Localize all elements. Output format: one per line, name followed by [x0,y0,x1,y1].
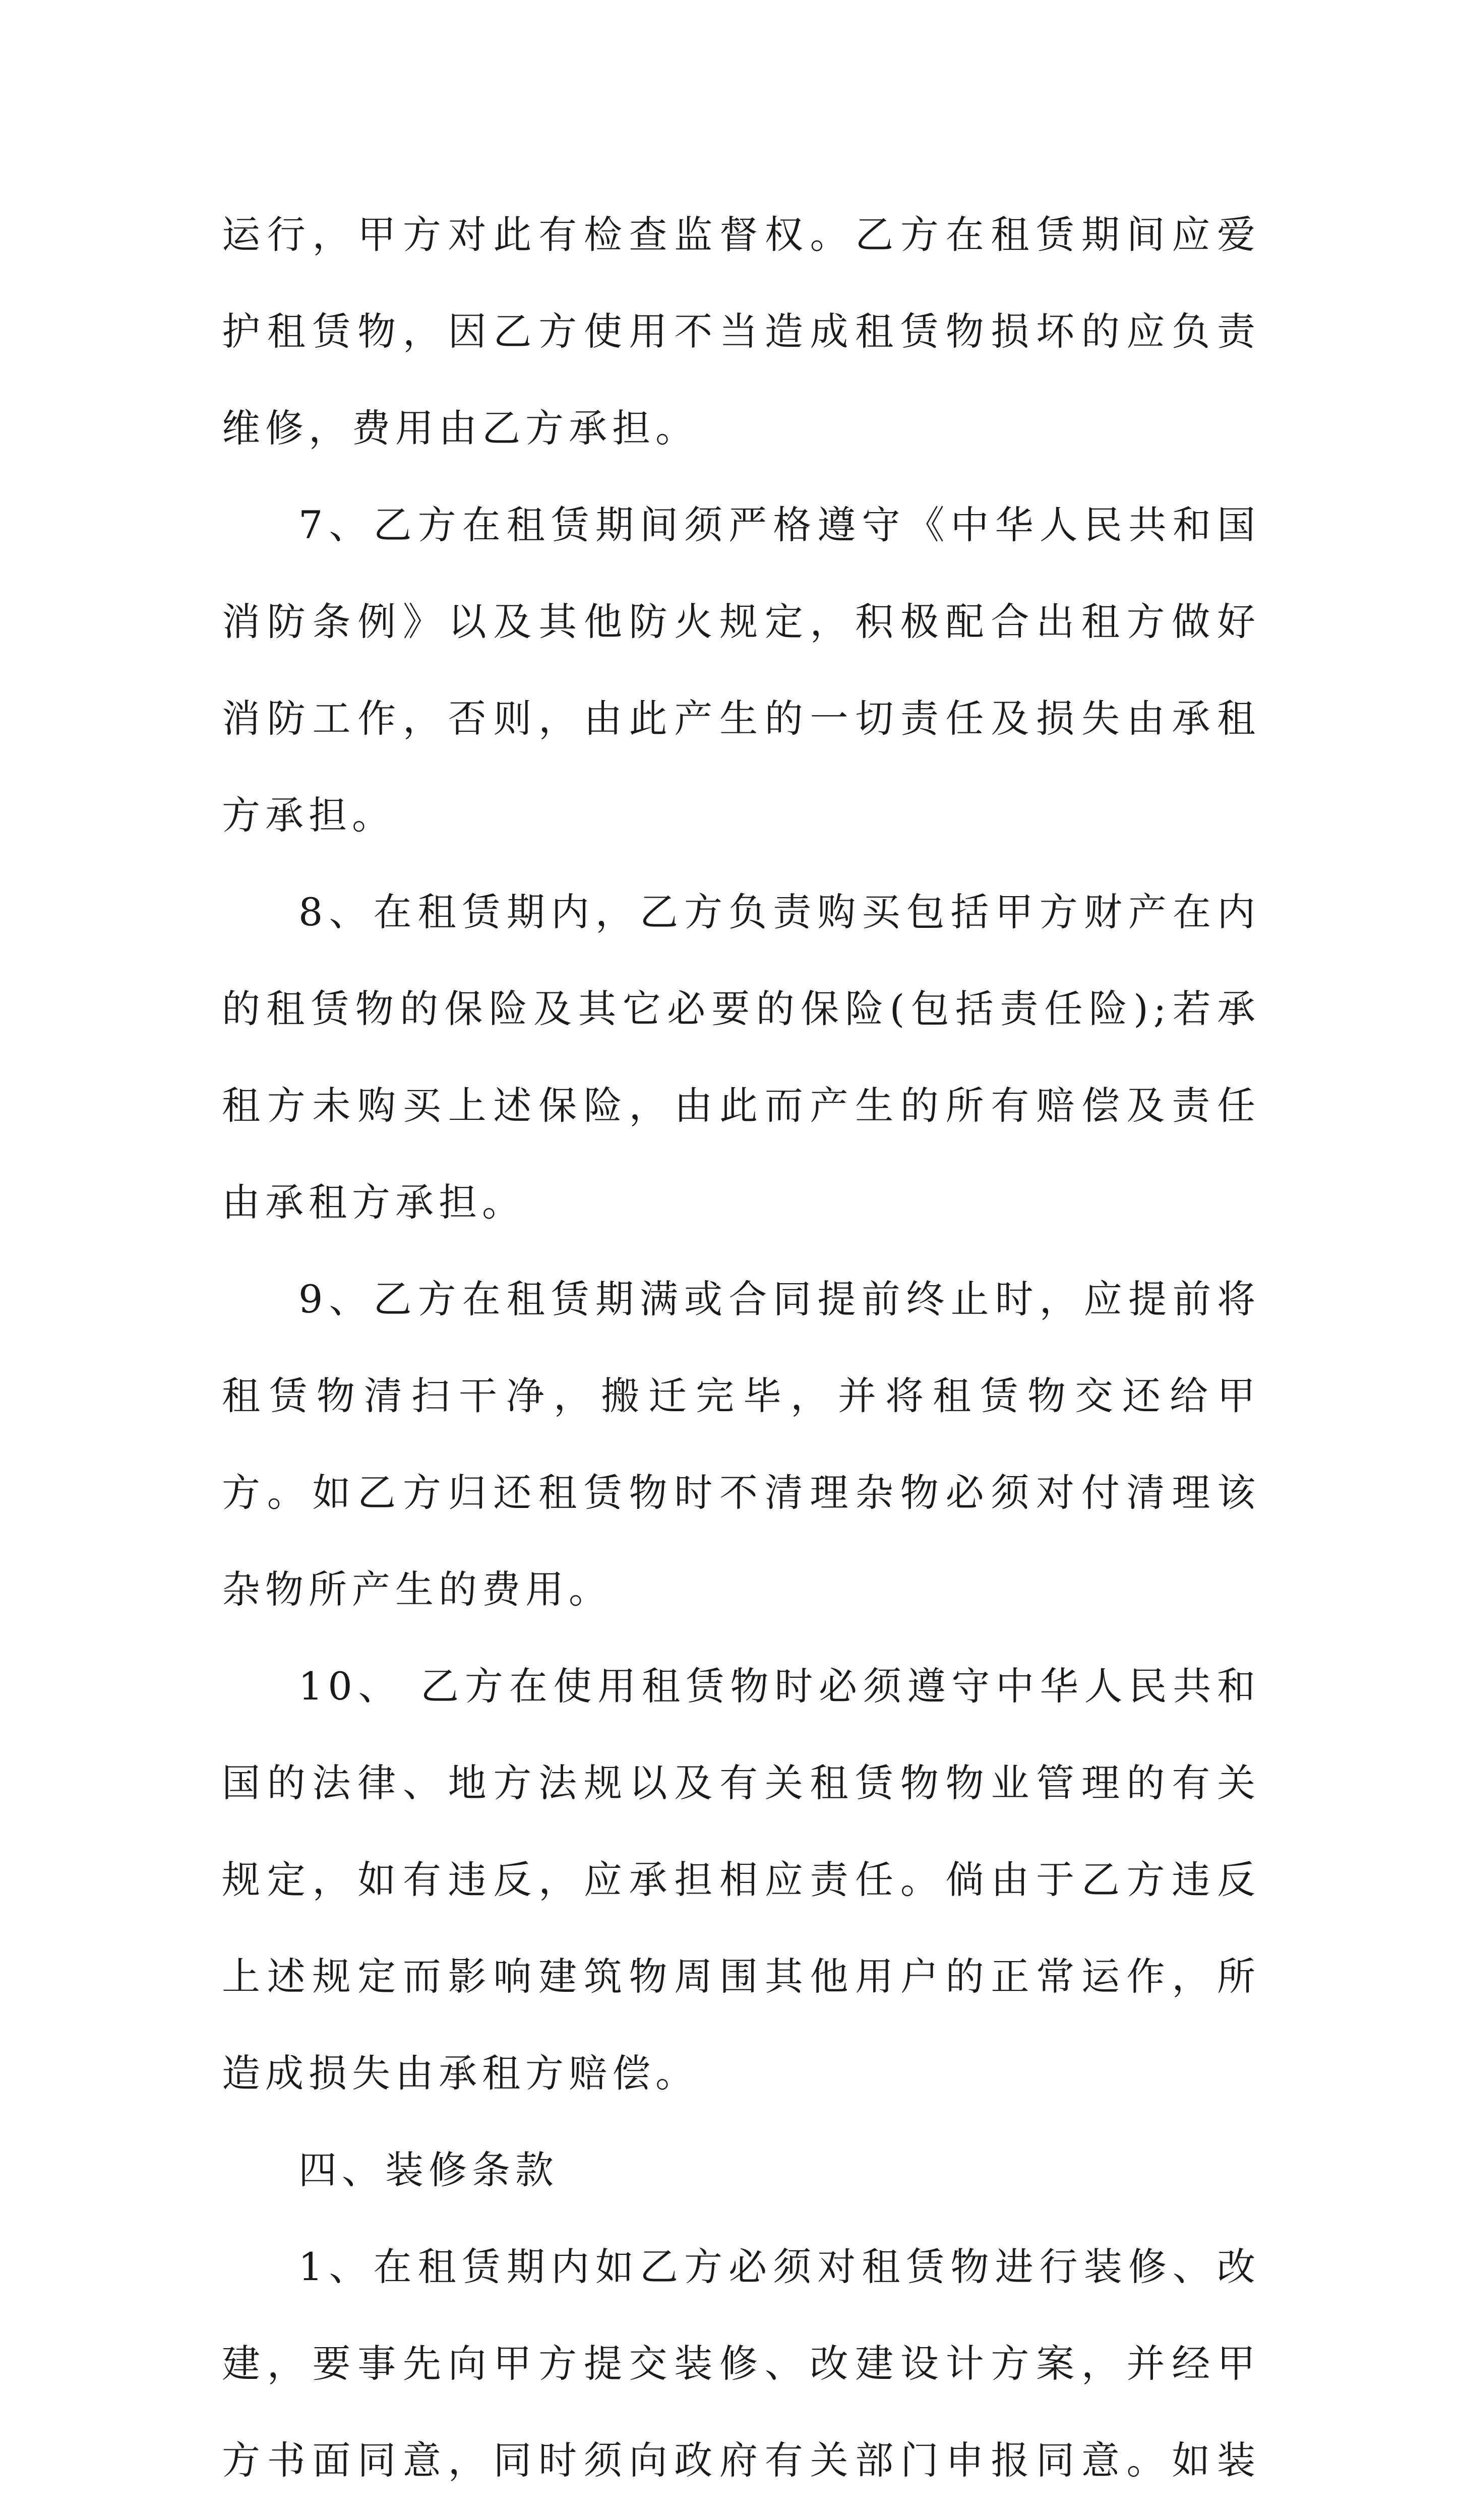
paragraph-clause-10: 10、 乙方在使用租赁物时必须遵守中华人民共和国的法律、地方法规以及有关租赁物物业管理的有关规定，如有违反，应承担相应责任。倘由于乙方违反上述规定而影响建筑物周围其他用户的正常运作，所造成损失由承租方赔偿。 [222,1664,1260,2096]
document-body [222,186,1260,2520]
paragraph-decoration-clause-1: 1、在租赁期内如乙方必须对租赁物进行装修、改建，要事先向甲方提交装修、改建设计方案，并经甲方书面同意，同时须向政府有关部门申报同意。如装 [222,2244,1260,2483]
paragraph-clause-8: 8、在租赁期内，乙方负责购买包括甲方财产在内的租赁物的保险及其它必要的保险(包括责任险);若承租方未购买上述保险，由此而产生的所有赔偿及责任由承租方承担。 [222,890,1260,1225]
section-heading-decoration: 四、装修条款 [298,2148,559,2192]
paragraph-clause-9: 9、乙方在租赁期满或合同提前终止时，应提前将租赁物清扫干净，搬迁完毕，并将租赁物交还给甲方。如乙方归还租赁物时不清理杂物必须对付清理该杂物所产生的费用。 [222,1277,1260,1612]
paragraph-clause-7: 7、乙方在租赁期间须严格遵守《中华人民共和国消防条例》以及其他防火规定，积极配合出租方做好消防工作，否则，由此产生的一切责任及损失由承租方承担。 [222,502,1260,838]
paragraph-clause-6-continued: 运行，甲方对此有检查监督权。乙方在租赁期间应爱护租赁物，因乙方使用不当造成租赁物损坏的应负责维修，费用由乙方承担。 [222,212,1260,451]
